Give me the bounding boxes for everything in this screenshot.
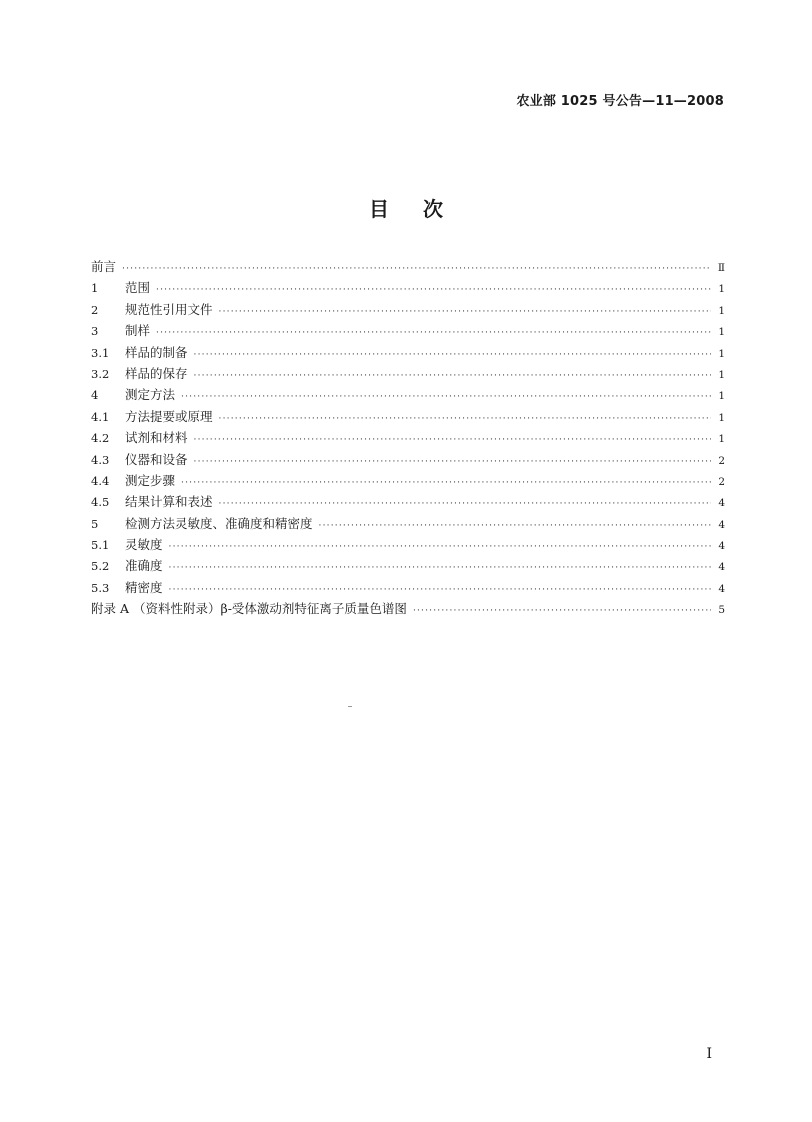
toc-entry-number: 3.1 xyxy=(91,345,110,360)
toc-dot-leader xyxy=(122,259,711,280)
table-of-contents xyxy=(91,256,725,620)
toc-entry-number: 2 xyxy=(91,302,99,317)
toc-entry-page: 4 xyxy=(718,518,725,531)
toc-entry[interactable] xyxy=(91,320,725,341)
toc-dot-leader xyxy=(413,601,711,622)
toc-entry-page: 1 xyxy=(718,304,725,317)
toc-dot-leader xyxy=(181,473,711,494)
toc-entry-label: 方法提要或原理 xyxy=(125,408,213,424)
toc-entry-label: 测定步骤 xyxy=(125,472,176,488)
toc-entry[interactable] xyxy=(91,534,725,555)
toc-entry[interactable] xyxy=(91,299,725,320)
toc-dot-leader xyxy=(194,430,711,451)
toc-dot-leader xyxy=(194,452,711,473)
toc-entry-page: 1 xyxy=(718,390,725,403)
toc-entry-page: 1 xyxy=(718,283,725,296)
toc-entry-number: 4.4 xyxy=(91,473,110,488)
toc-entry[interactable] xyxy=(91,470,725,491)
toc-entry-label: 仪器和设备 xyxy=(125,451,188,467)
toc-entry[interactable] xyxy=(91,427,725,448)
toc-entry[interactable] xyxy=(91,598,725,619)
toc-entry-number: 4 xyxy=(91,388,99,403)
toc-entry-page: Ⅱ xyxy=(717,262,725,274)
toc-entry-label: 灵敏度 xyxy=(125,537,163,553)
toc-entry-label: 样品的制备 xyxy=(125,344,188,360)
toc-entry-number: 3.2 xyxy=(91,366,110,381)
toc-entry-number: 5 xyxy=(91,516,99,531)
toc-dot-leader xyxy=(156,323,711,344)
toc-entry-label: 精密度 xyxy=(125,579,163,595)
toc-entry-label: 制样 xyxy=(125,323,151,339)
toc-entry-label: 检测方法灵敏度、准确度和精密度 xyxy=(125,515,313,531)
toc-dot-leader xyxy=(156,280,711,301)
toc-dot-leader xyxy=(319,516,711,537)
toc-dot-leader xyxy=(219,409,711,430)
toc-entry-page: 4 xyxy=(718,561,725,574)
toc-entry-label: 结果计算和表述 xyxy=(125,494,213,510)
toc-entry-number: 5.1 xyxy=(91,538,110,553)
toc-entry[interactable] xyxy=(91,406,725,427)
toc-dot-leader xyxy=(219,302,711,323)
toc-dot-leader xyxy=(181,387,711,408)
toc-entry-page: 4 xyxy=(718,497,725,510)
toc-entry-page: 1 xyxy=(718,411,725,424)
toc-entry-label: 附录 A （资料性附录）β-受体激动剂特征离子质量色谱图 xyxy=(91,601,407,617)
toc-entry-label: 样品的保存 xyxy=(125,365,188,381)
toc-entry-label: 准确度 xyxy=(125,558,163,574)
toc-entry-page: 1 xyxy=(718,368,725,381)
toc-entry-number: 1 xyxy=(91,281,99,296)
toc-title: 目次 xyxy=(369,197,477,221)
toc-entry-number: 4.2 xyxy=(91,431,110,446)
toc-entry-label: 测定方法 xyxy=(125,387,176,403)
scan-speck xyxy=(348,706,352,707)
toc-entry[interactable] xyxy=(91,342,725,363)
toc-entry[interactable] xyxy=(91,513,725,534)
toc-entry-page: 2 xyxy=(718,454,725,467)
toc-entry-page: 1 xyxy=(718,433,725,446)
toc-entry-page: 4 xyxy=(718,582,725,595)
toc-dot-leader xyxy=(169,537,711,558)
toc-dot-leader xyxy=(169,558,711,579)
toc-entry[interactable] xyxy=(91,491,725,512)
toc-entry-page: 1 xyxy=(718,347,725,360)
toc-entry[interactable] xyxy=(91,449,725,470)
toc-dot-leader xyxy=(194,345,711,366)
document-code: 农业部 1025 号公告—11—2008 xyxy=(516,94,724,109)
toc-entry-number: 5.3 xyxy=(91,580,110,595)
toc-entry[interactable] xyxy=(91,577,725,598)
toc-entry-number: 4.5 xyxy=(91,495,110,510)
toc-entry-page: 1 xyxy=(718,326,725,339)
toc-entry-page: 4 xyxy=(718,540,725,553)
toc-entry[interactable] xyxy=(91,277,725,298)
toc-entry-label: 试剂和材料 xyxy=(125,430,188,446)
toc-entry-label: 规范性引用文件 xyxy=(125,301,213,317)
toc-entry-page: 2 xyxy=(718,475,725,488)
toc-entry-label: 范围 xyxy=(125,280,151,296)
toc-entry[interactable] xyxy=(91,555,725,576)
toc-entry-label: 前言 xyxy=(91,259,117,274)
toc-dot-leader xyxy=(194,366,711,387)
toc-entry-number: 5.2 xyxy=(91,559,110,574)
toc-entry[interactable] xyxy=(91,256,725,277)
toc-entry[interactable] xyxy=(91,384,725,405)
toc-entry-number: 3 xyxy=(91,324,99,339)
toc-entry-number: 4.1 xyxy=(91,409,110,424)
toc-entry-number: 4.3 xyxy=(91,452,110,467)
toc-entry-page: 5 xyxy=(718,604,725,617)
toc-entry[interactable] xyxy=(91,363,725,384)
page-number: I xyxy=(706,1046,712,1062)
